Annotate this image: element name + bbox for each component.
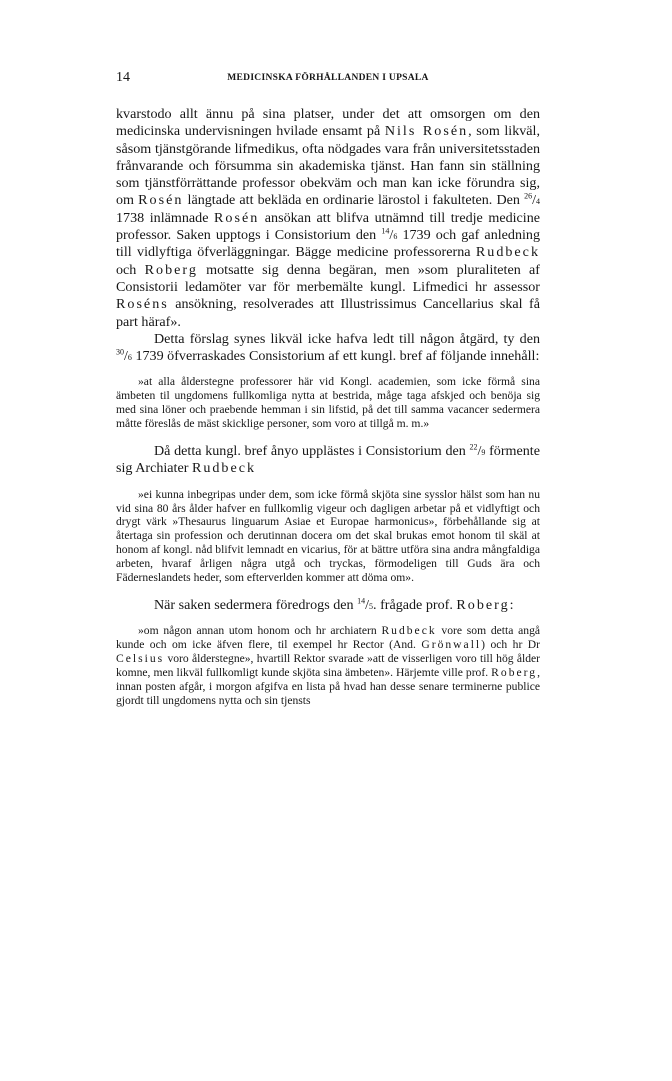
page-header	[116, 70, 540, 92]
quotation-2: »ei kunna inbegripas under dem, som icke förmå skjöta sine sysslor hälst som han nu vid sina 80 års ålder hafver en fullkomlig vigeur och dagligen arbetar på et vidlyftigt och drygt värk »Thesaurus linguarum Asiae et Europae harmonicus», förbehållande sig at återtaga sin profession och derutinnan docera om det skal brukas emot honom til skäl at honom af kongl. nåd blifvit lemnadt en vicarius, för at bättre utföra sina andra mångfaldiga arbeten, hvaraf årligen några utgå och tryckas, förmodeligen till Guds ära och Fäderneslandets heder, som efterverlden kommer att döma om».	[116, 487, 540, 585]
name-rosen: Rosén	[214, 209, 260, 226]
paragraph-1: kvarstodo allt ännu på sina platser, under det att omsorgen om den medicinska undervisningen hvilade ensamt på Nils Rosén, som likväl, såsom tjänstgörande lifmedikus, ofta nödgades vara från universitetsstaden frånvarande och försumma sin akademiska tjänst. Han fann sin ställning som tjänstförrättande professor obekväm och man kan icke förundra sig, om Rosén längtade att bekläda en ordinarie lärostol i fakulteten. Den $^{26}$/4 1738 inlämnade Rosén ansökan att blifva utnämnd till tredje medicine professor. Saken upptogs i Consistorium den $^{14}$/6 1739 och gaf anledning till vidlyftiga öfverläggningar. Bägge medicine professorerna Rudbeck och Roberg motsatte sig denna begäran, men »som pluraliteten af Consistorii ledamöter var för merbemälte kungl. Lifmedici hr assessor Roséns ansökning, resolverades att Illustrissimus Cancellarius skal få part häraf».	[116, 106, 541, 330]
name-rosens: Roséns	[116, 296, 169, 313]
paragraph-4: När saken sedermera föredrogs den $^{14}$/5. frågade prof. Roberg:	[154, 596, 514, 614]
name-rosen: Nils Rosén	[384, 123, 469, 140]
name-roberg: Roberg	[144, 261, 198, 278]
paragraph-3: Då detta kungl. bref ånyo upplästes i Consistorium den $^{22}$/9 förmente sig Archiater Rudbeck	[116, 442, 540, 477]
name-rosen: Rosén	[138, 192, 184, 209]
name-rudbeck: Rudbeck	[381, 624, 437, 638]
book-page	[116, 70, 540, 720]
running-head: MEDICINSKA FÖRHÅLLANDEN I UPSALA	[227, 73, 429, 83]
name-rudbeck: Rudbeck	[191, 460, 257, 477]
name-gronwall: Grönwall	[421, 638, 482, 652]
name-roberg: Roberg	[456, 597, 510, 614]
page-number: 14	[116, 70, 130, 85]
quotation-3: »om någon annan utom honom och hr archiatern Rudbeck vore som detta angå kunde och om icke äfven flere, til exempel hr Rector (And. Grönwall) och hr Dr Celsius voro ålderstegne», hvartill Rektor svarade »att de visserligen voro till hög ålder komne, men likväl fullkomligt kunde skjöta sina ämbeten». Härjemte ville prof. Roberg, innan posten afgår, i morgon afgifva en lista på hvad han desse senare terminerne publice gjordt till ungdomens nytta och sin tjensts	[116, 624, 541, 707]
quotation-1: »at alla ålderstegne professorer här vid Kongl. academien, som icke förmå sina ämbeten til ungdomens fullkomliga nytta at bestrida, måge taga afskjed och benöja sig med sina löner och praebende hemman i sin lifstid, på det till samma vacancer sedermera måtte föreslås de mäst skicklige personer, som voro at tillgå m. m.»	[116, 375, 540, 431]
name-roberg: Roberg	[491, 666, 538, 680]
paragraph-2: Detta förslag synes likväl icke hafva ledt till någon åtgärd, ty den $^{30}$/6 1739 öfverraskades Consistorium af ett kungl. bref af följande innehåll:	[116, 330, 540, 365]
name-celsius: Celsius	[116, 652, 165, 666]
name-rudbeck: Rudbeck	[475, 244, 540, 261]
